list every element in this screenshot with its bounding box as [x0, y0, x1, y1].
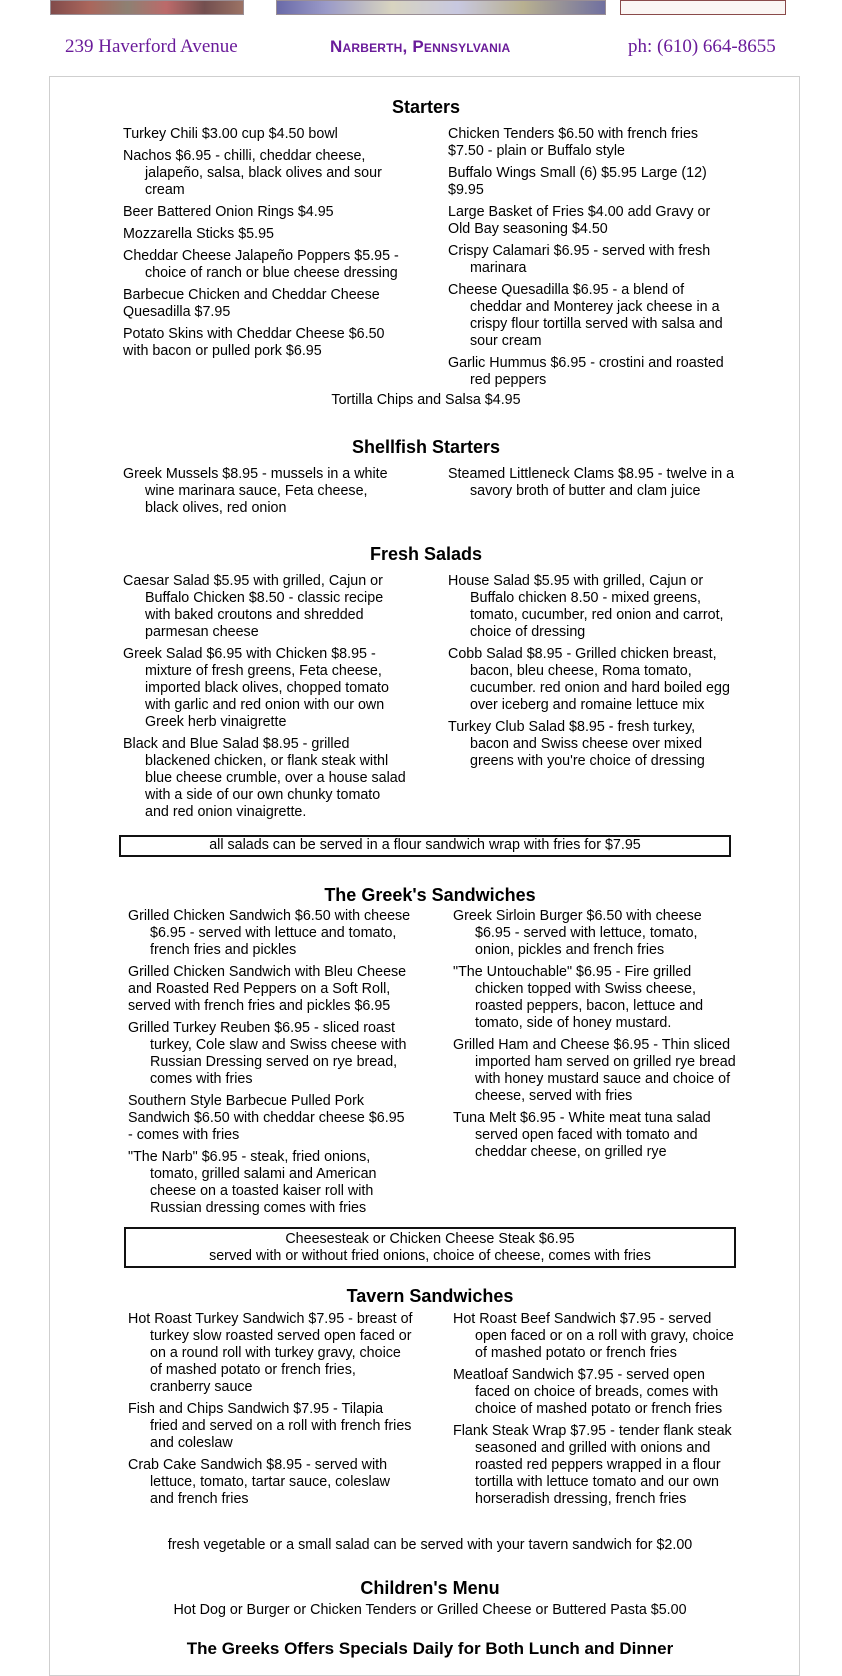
salads-wrap-note: all salads can be served in a flour sandwich wrap with fries for $7.95	[119, 835, 731, 857]
menu-item: Black and Blue Salad $8.95 - grilled blackened chicken, or flank steak withl blue cheese crumble, over a house salad with a side of our own chunky tomato and red onion vinaigrette.	[123, 736, 406, 820]
menu-item: Tuna Melt $6.95 - White meat tuna salad served open faced with tomato and cheddar cheese, on grilled rye	[453, 1110, 711, 1160]
menu-item: Large Basket of Fries $4.00 add Gravy or Old Bay seasoning $4.50	[448, 204, 711, 237]
starters-heading: Starters	[391, 97, 461, 117]
menu-item: Crispy Calamari $6.95 - served with fresh marinara	[448, 243, 711, 276]
menu-item: Nachos $6.95 - chilli, cheddar cheese, jalapeño, salsa, black olives and sour cream	[123, 148, 382, 198]
sandwiches-left-column	[128, 908, 413, 1222]
menu-item: "The Untouchable" $6.95 - Fire grilled chicken topped with Swiss cheese, roasted peppers, bacon, lettuce and tomato, side of honey mustard.	[453, 964, 704, 1031]
starters-footer-item: Tortilla Chips and Salsa $4.95	[331, 392, 521, 408]
children-menu-line: Hot Dog or Burger or Chicken Tenders or Grilled Cheese or Buttered Pasta $5.00	[173, 1602, 687, 1618]
menu-item: Greek Mussels $8.95 - mussels in a white wine marinara sauce, Feta cheese, black olives, red onion	[123, 466, 388, 516]
menu-item: Cheese Quesadilla $6.95 - a blend of cheddar and Monterey jack cheese in a crispy flour tortilla served with salsa and sour cream	[448, 282, 723, 349]
menu-item: Potato Skins with Cheddar Cheese $6.50 with bacon or pulled pork $6.95	[123, 326, 385, 359]
tavern-heading: Tavern Sandwiches	[346, 1286, 514, 1306]
menu-item: Grilled Turkey Reuben $6.95 - sliced roast turkey, Cole slaw and Swiss cheese with Russian Dressing served on rye bread, comes with fries	[128, 1020, 407, 1087]
shellfish-heading: Shellfish Starters	[351, 437, 501, 457]
menu-item: Beer Battered Onion Rings $4.95	[123, 204, 334, 220]
starters-left-column	[123, 126, 408, 365]
menu-item: Grilled Chicken Sandwich with Bleu Cheese and Roasted Red Peppers on a Soft Roll, served with french fries and pickles $6.95	[128, 964, 407, 1014]
address-text: 239 Haverford Avenue	[65, 36, 238, 57]
menu-item: "The Narb" $6.95 - steak, fried onions, tomato, grilled salami and American cheese on a toasted kaiser roll with Russian dressing comes with fries	[128, 1149, 377, 1216]
shellfish-left-column	[123, 466, 393, 522]
menu-item: Southern Style Barbecue Pulled Pork Sandwich $6.50 with cheddar cheese $6.95 - comes with fries	[128, 1093, 405, 1143]
tavern-left-column	[128, 1311, 413, 1513]
tavern-right-column	[453, 1311, 738, 1513]
menu-item: House Salad $5.95 with grilled, Cajun or Buffalo chicken 8.50 - mixed greens, tomato, cucumber, red onion and carrot, choice of dressing	[448, 573, 724, 640]
menu-item: Greek Sirloin Burger $6.50 with cheese $6.95 - served with lettuce, tomato, onion, pickles and french fries	[453, 908, 702, 958]
menu-item: Chicken Tenders $6.50 with french fries $7.50 - plain or Buffalo style	[448, 126, 699, 159]
children-heading: Children's Menu	[360, 1578, 500, 1598]
menu-item: Fish and Chips Sandwich $7.95 - Tilapia fried and served on a roll with french fries and coleslaw	[128, 1401, 412, 1451]
salads-right-column	[448, 573, 733, 775]
menu-item: Grilled Chicken Sandwich $6.50 with cheese $6.95 - served with lettuce and tomato, french fries and pickles	[128, 908, 411, 958]
menu-item: Cobb Salad $8.95 - Grilled chicken breast, bacon, bleu cheese, Roma tomato, cucumber. red onion and hard boiled egg over iceberg and romaine lettuce mix	[448, 646, 730, 713]
menu-item: Turkey Club Salad $8.95 - fresh turkey, bacon and Swiss cheese over mixed greens with you're choice of dressing	[448, 719, 705, 769]
menu-item: Flank Steak Wrap $7.95 - tender flank steak seasoned and grilled with onions and roasted red peppers wrapped in a flour tortilla with lettuce tomato and our own horseradish dressing, french fries	[453, 1423, 732, 1507]
restaurant-photo-right	[620, 0, 786, 15]
cheesesteak-line: Cheesesteak or Chicken Cheese Steak $6.95	[285, 1231, 575, 1247]
cheesesteak-detail-line: served with or without fried onions, choice of cheese, comes with fries	[209, 1248, 651, 1264]
sandwiches-right-column	[453, 908, 738, 1166]
menu-item: Turkey Chili $3.00 cup $4.50 bowl	[123, 126, 338, 142]
city-text: Narberth, Pennsylvania	[330, 37, 511, 56]
restaurant-photo-left	[50, 0, 244, 15]
shellfish-right-column	[448, 466, 738, 505]
menu-item: Meatloaf Sandwich $7.95 - served open faced on choice of breads, comes with choice of mashed potato or french fries	[453, 1367, 723, 1417]
tavern-side-note: fresh vegetable or a small salad can be served with your tavern sandwich for $2.00	[167, 1537, 693, 1553]
menu-item: Grilled Ham and Cheese $6.95 - Thin sliced imported ham served on grilled rye bread with honey mustard sauce and choice of cheese, served with fries	[453, 1037, 736, 1104]
menu-item: Mozzarella Sticks $5.95	[123, 226, 274, 242]
sandwiches-heading: The Greek's Sandwiches	[324, 885, 536, 905]
phone-text: ph: (610) 664-8655	[628, 36, 776, 57]
menu-item: Garlic Hummus $6.95 - crostini and roasted red peppers	[448, 355, 724, 388]
menu-item: Barbecue Chicken and Cheddar Cheese Quesadilla $7.95	[123, 287, 380, 320]
restaurant-photo-center	[276, 0, 606, 15]
cheesesteak-box	[124, 1227, 736, 1268]
starters-right-column	[448, 126, 733, 394]
salads-heading: Fresh Salads	[369, 544, 483, 564]
salads-left-column	[123, 573, 408, 826]
menu-item: Buffalo Wings Small (6) $5.95 Large (12) $9.95	[448, 165, 707, 198]
menu-item: Cheddar Cheese Jalapeño Poppers $5.95 - choice of ranch or blue cheese dressing	[123, 248, 399, 281]
menu-item: Steamed Littleneck Clams $8.95 - twelve in a savory broth of butter and clam juice	[448, 466, 735, 499]
menu-item: Hot Roast Beef Sandwich $7.95 - served open faced or on a roll with gravy, choice of mashed potato or french fries	[453, 1311, 734, 1361]
menu-item: Hot Roast Turkey Sandwich $7.95 - breast of turkey slow roasted served open faced or on a round roll with turkey gravy, choice of mashed potato or french fries, cranberry sauce	[128, 1311, 413, 1395]
daily-specials-banner: The Greeks Offers Specials Daily for Both Lunch and Dinner	[186, 1639, 674, 1658]
menu-item: Crab Cake Sandwich $8.95 - served with lettuce, tomato, tartar sauce, coleslaw and french fries	[128, 1457, 390, 1507]
menu-item: Caesar Salad $5.95 with grilled, Cajun or Buffalo Chicken $8.50 - classic recipe with baked croutons and shredded parmesan cheese	[123, 573, 384, 640]
menu-item: Greek Salad $6.95 with Chicken $8.95 - mixture of fresh greens, Feta cheese, imported black olives, chopped tomato with garlic and red onion with our own Greek herb vinaigrette	[123, 646, 389, 730]
